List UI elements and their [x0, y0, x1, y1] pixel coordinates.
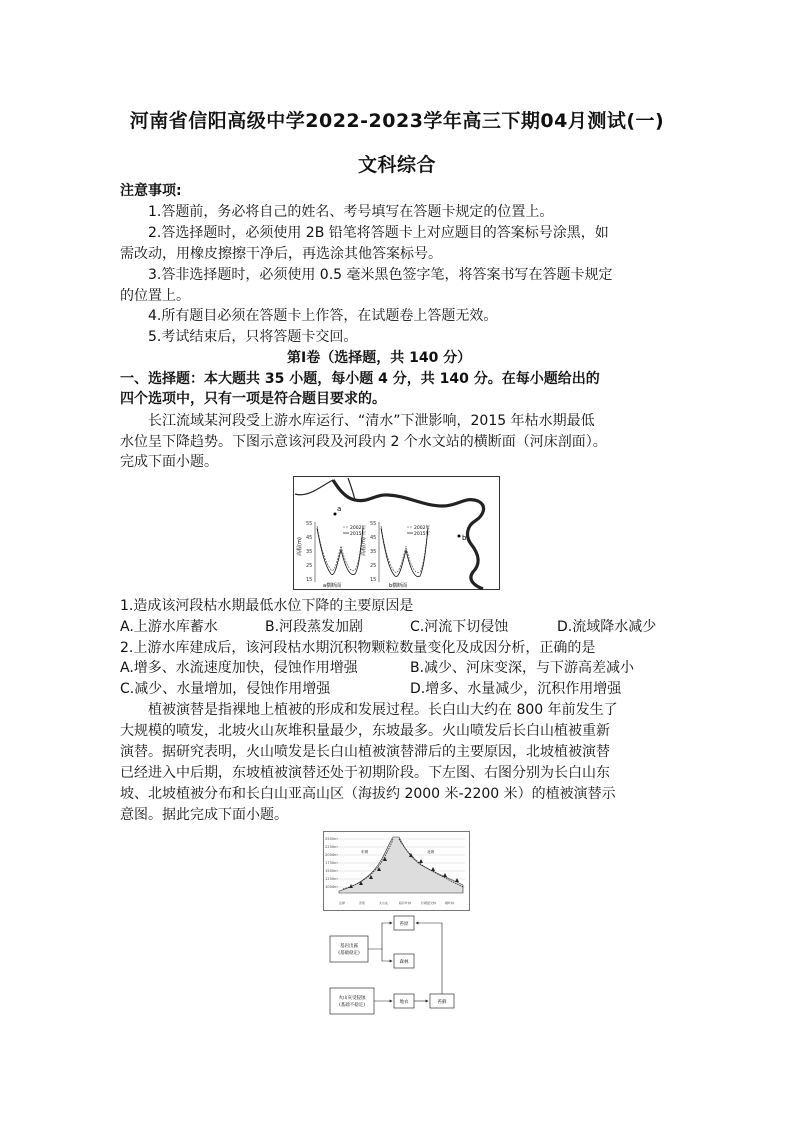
passage1-line1: 长江流域某河段受上游水库运行、“清水”下泄影响，2015 年枯水期最低	[148, 413, 595, 429]
panel-b-legend-2002: 2002年	[414, 526, 430, 531]
tick-b-25: 25	[370, 563, 377, 569]
passage2-line6: 意图。据此完成下面小题。	[120, 807, 288, 823]
panel-a-legend-2015: 2015年	[350, 532, 366, 537]
legend-item-2: 苔原	[359, 901, 366, 905]
box-ash-label-b: (基础不稳定)	[338, 1003, 366, 1008]
tick-b-55: 55	[370, 521, 377, 527]
ytick-2500: 2500m	[325, 837, 338, 841]
passage2-line5: 坡、北坡植被分布和长白山亚高山区（海拔约 2000 米-2200 米）的植被演替示	[120, 786, 616, 802]
q1-option-b: B.河段蒸发加剧	[265, 619, 364, 635]
station-b-dot	[458, 535, 461, 538]
tick-b-15: 15	[370, 577, 377, 583]
cross-section-b	[360, 520, 431, 589]
legend-item-6: 阔叶林	[445, 901, 455, 905]
q2-stem: 2.上游水库建成后，该河段枯水期沉积物颗粒数量变化及成因分析，正确的是	[120, 640, 596, 656]
passage2-line1: 植被演替是指裸地上植被的形成和发展过程。长白山大约在 800 年前发生了	[148, 702, 618, 718]
east-slope-tag: 东坡	[361, 850, 369, 854]
exam-subtitle: 文科综合	[357, 154, 436, 176]
north-slope-tag: 北坡	[427, 850, 435, 854]
passage1-line2: 水位呈下降趋势。下图示意该河段及河段内 2 个水文站的横断面（河床剖面）。	[120, 434, 607, 450]
legend-item-4: 暗针叶林	[399, 901, 412, 905]
notes-heading: 注意事项:	[120, 183, 182, 199]
tick-b-45: 45	[370, 535, 377, 541]
box-forest-label: 森林	[399, 960, 409, 965]
q1-stem: 1.造成该河段枯水期最低水位下降的主要原因是	[120, 598, 414, 614]
panel-b-ylabel: 高程(m)	[361, 537, 367, 556]
box-bedrock-label-a: 基岩出露	[340, 944, 358, 949]
panel-a-legend-2002: 2002年	[350, 526, 366, 531]
station-b-label: b	[462, 534, 467, 542]
tick-a-55: 55	[306, 521, 313, 527]
box-lichen-label: 地衣	[399, 1000, 409, 1005]
box-moss-label: 苔藓	[437, 1000, 447, 1005]
legend-item-1: 岳桦	[339, 901, 346, 905]
q2-option-c: C.减少、水量增加，侵蚀作用增强	[120, 681, 331, 697]
box-ash-label-a: 火山灰受侵蚀	[338, 996, 366, 1001]
note-3a: 3.答非选择题时，必须使用 0.5 毫米黑色签字笔，将答案书写在答题卡规定	[148, 267, 613, 283]
note-2a: 2.答选择题时，必须使用 2B 铅笔将答题卡上对应题目的答案标号涂黑，如	[148, 225, 609, 241]
vegetation-distribution-figure	[323, 831, 470, 911]
q1-option-d: D.流域降水减少	[557, 619, 657, 635]
ytick-1250: 1250m	[325, 877, 338, 881]
note-3b: 的位置上。	[120, 288, 190, 304]
q2-option-d: D.增多、水量减少，沉积作用增强	[410, 681, 622, 697]
q1-option-a: A.上游水库蓄水	[120, 619, 218, 635]
river-cross-section-figure	[293, 476, 500, 590]
tick-a-35: 35	[306, 549, 313, 555]
tick-a-25: 25	[306, 563, 313, 569]
exam-title: 河南省信阳高级中学2022-2023学年高三下期04月测试(一)	[129, 110, 665, 132]
part1-heading: 第Ⅰ卷（选择题，共 140 分）	[287, 350, 472, 366]
ytick-2000: 2000m	[325, 853, 338, 857]
passage2-line3: 演替。据研究表明，火山喷发是长白山植被演替滞后的主要原因，北坡植被演替	[120, 744, 610, 760]
part1-instruction-a: 一、选择题：本大题共 35 小题，每小题 4 分，共 140 分。在每小题给出的	[120, 371, 600, 387]
ytick-1000: 1000m	[325, 885, 338, 889]
tick-b-35: 35	[370, 549, 377, 555]
note-4: 4.所有题目必须在答题卡上作答，在试题卷上答题无效。	[148, 308, 498, 324]
ytick-1750: 1750m	[325, 861, 338, 865]
note-5: 5.考试结束后，只将答题卡交回。	[148, 329, 358, 345]
panel-b-legend-2015: 2015年	[414, 532, 430, 537]
panel-b-caption: b横断面	[389, 583, 408, 589]
passage2-line2: 大规模的喷发，北坡火山灰堆积量最少，东坡最多。火山喷发后长白山植被重新	[120, 723, 610, 739]
box-bedrock	[330, 936, 368, 962]
passage2-line4: 已经进入中后期，东坡植被演替还处于初期阶段。下左图、右图分别为长白山东	[120, 765, 610, 781]
succession-flowchart	[328, 912, 462, 1020]
legend-item-5: 针阔混交林	[421, 901, 437, 905]
q2-option-a: A.增多、水流速度加快，侵蚀作用增强	[120, 660, 358, 676]
q1-option-c: C.河流下切侵蚀	[410, 619, 509, 635]
note-1: 1.答题前，务必将自己的姓名、考号填写在答题卡规定的位置上。	[148, 204, 554, 220]
legend-item-3: 火山灰	[379, 901, 389, 905]
box-bedrock-label-b: (基础稳定)	[338, 951, 360, 956]
station-a-label: a	[337, 505, 342, 513]
ytick-2250: 2250m	[325, 845, 338, 849]
q2-option-b: B.减少、河床变深，与下游高差减小	[410, 660, 635, 676]
tick-a-15: 15	[306, 577, 313, 583]
passage1-line3: 完成下面小题。	[120, 454, 218, 470]
box-tundra-label: 苔原	[399, 922, 409, 927]
ytick-1500: 1500m	[325, 869, 338, 873]
panel-a-caption: a横断面	[323, 583, 342, 589]
box-ash-erosion	[330, 988, 374, 1014]
panel-a-ylabel: 高程(m)	[297, 537, 303, 556]
part1-instruction-b: 四个选项中，只有一项是符合题目要求的。	[120, 391, 386, 407]
note-2b: 需改动，用橡皮擦擦干净后，再选涂其他答案标号。	[120, 246, 442, 262]
tick-a-45: 45	[306, 535, 313, 541]
